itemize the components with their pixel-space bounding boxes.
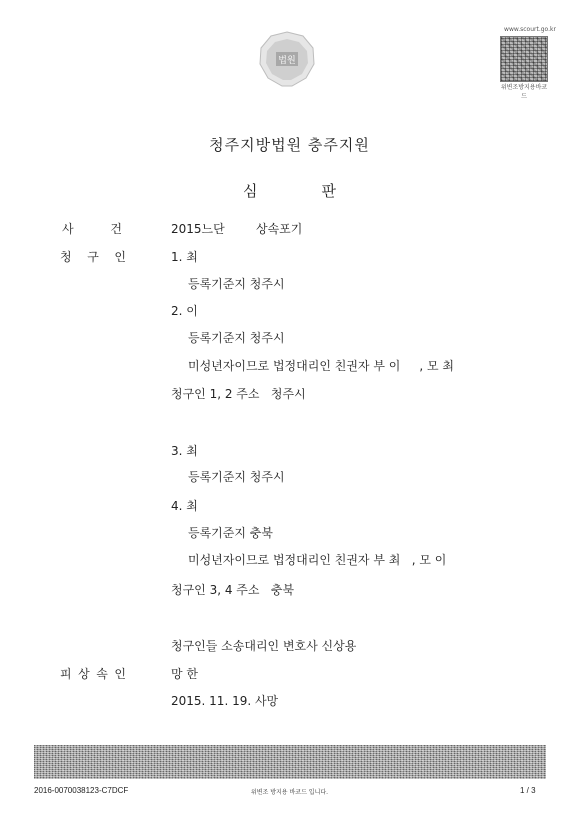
title-char-2: 판 (321, 182, 336, 200)
barcode-note: 위변조 방지용 바코드 입니다. (250, 789, 329, 796)
deceased-name: 망 한 (171, 667, 198, 681)
claimant-4-guardian: 미성년자이므로 법정대리인 친권자 부 최 , 모 이 (188, 553, 447, 567)
claimant-4-registry: 등록기준지 충북 (188, 526, 273, 540)
claimant-3-registry: 등록기준지 청주시 (188, 470, 285, 484)
qr-url: www.scourt.go.kr (504, 26, 556, 33)
claimants-1-2-address: 청구인 1, 2 주소 청주시 (171, 387, 306, 401)
claimants-3-4-address: 청구인 3, 4 주소 충북 (171, 583, 295, 597)
page-number: 1 / 3 (520, 786, 536, 795)
document-title (0, 180, 579, 201)
case-number: 2015느단 (171, 222, 225, 236)
deceased-label-char: 속 (96, 667, 108, 681)
case-name: 상속포기 (256, 222, 303, 236)
anti-forgery-barcode (34, 745, 546, 779)
claimants-attorney: 청구인들 소송대리인 변호사 신상용 (171, 639, 357, 653)
case-label-char: 사 (62, 222, 74, 236)
claimant-2-registry: 등록기준지 청주시 (188, 331, 285, 345)
qr-caption: 위변조방지용바코드 (500, 84, 548, 100)
title-char-1: 심 (243, 182, 258, 200)
emblem-label: 법원 (278, 56, 296, 66)
claimants-label (60, 248, 126, 265)
claimant-1-name: 1. 최 (171, 250, 198, 264)
deceased-label-char: 인 (114, 667, 126, 681)
claimant-2-guardian: 미성년자이므로 법정대리인 친권자 부 이 , 모 최 (188, 359, 455, 373)
court-name: 청주지방법원 충주지원 (209, 136, 370, 154)
court-emblem (258, 30, 316, 88)
claimants-label-char: 인 (114, 250, 126, 264)
deceased-label (60, 665, 126, 682)
case-label (62, 220, 122, 237)
claimants-label-char: 구 (87, 250, 99, 264)
claimant-4-name: 4. 최 (171, 499, 198, 513)
claimants-label-char: 청 (60, 250, 72, 264)
deceased-death: 2015. 11. 19. 사망 (171, 694, 279, 708)
claimant-2-name: 2. 이 (171, 304, 198, 318)
claimant-1-registry: 등록기준지 청주시 (188, 277, 285, 291)
claimant-3-name: 3. 최 (171, 444, 198, 458)
case-label-char: 건 (110, 222, 122, 236)
qr-code (500, 36, 548, 82)
document-id: 2016-0070038123-C7DCF (34, 786, 129, 795)
deceased-label-char: 상 (78, 667, 90, 681)
deceased-label-char: 피 (60, 667, 72, 681)
